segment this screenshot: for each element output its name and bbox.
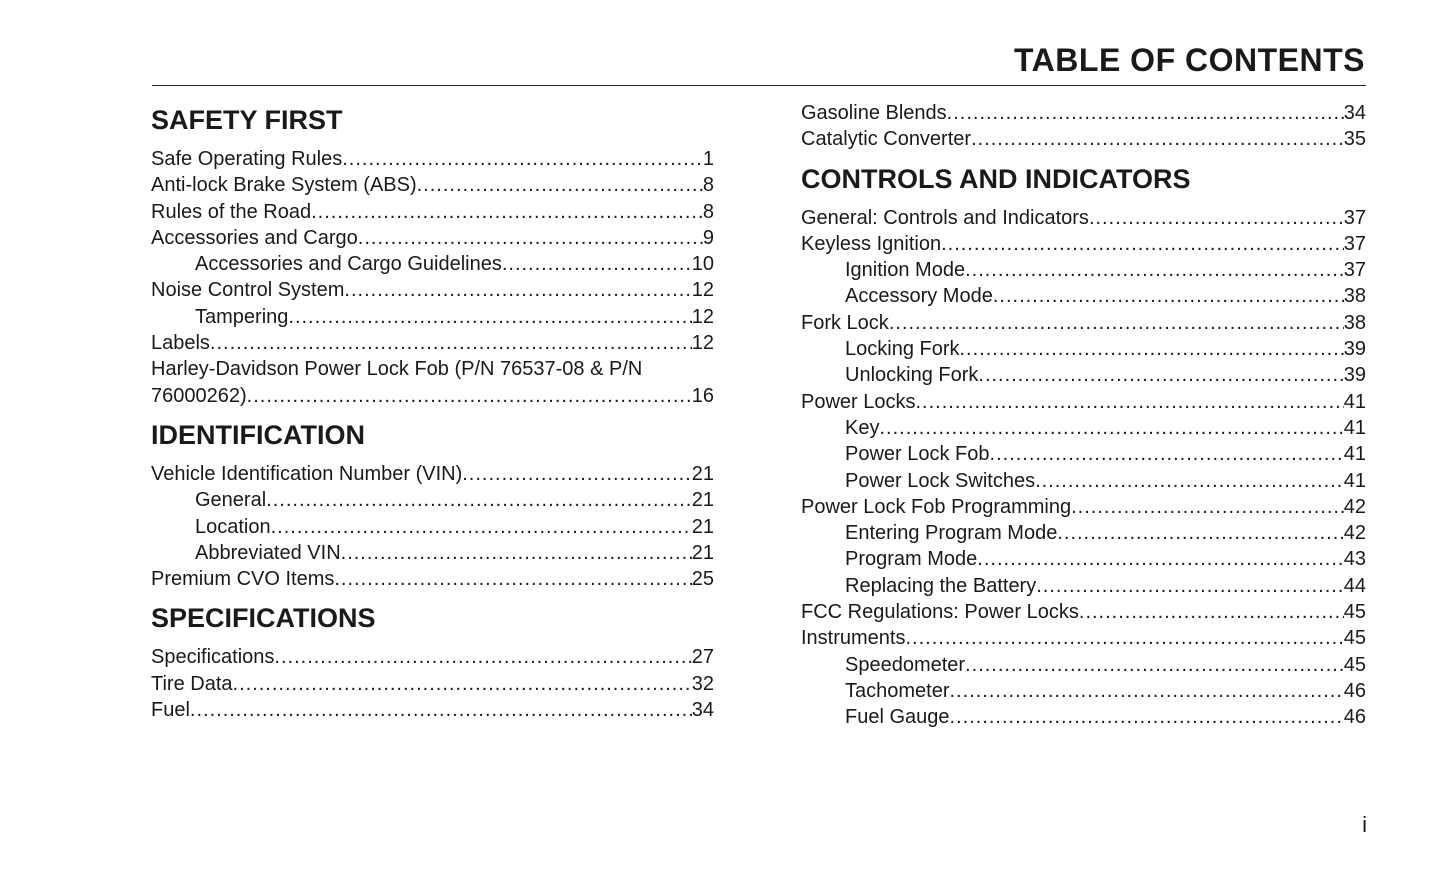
page-title: TABLE OF CONTENTS [1014,42,1365,78]
toc-subentry[interactable] [801,336,1366,362]
leader-dots [274,644,691,670]
toc-subentry[interactable] [801,704,1366,730]
toc-entry-title: Accessories and Cargo [151,226,358,249]
toc-entry-page: 16 [691,384,714,407]
leader-dots [271,514,692,540]
toc-entry[interactable] [151,199,714,225]
leader-dots [502,251,692,277]
toc-subentry[interactable] [801,257,1366,283]
toc-entry-page: 12 [691,279,714,302]
toc-entry[interactable] [151,146,714,172]
leader-dots [993,283,1344,309]
leader-dots [1057,520,1343,546]
toc-left-column [151,96,714,723]
leader-dots [889,310,1344,336]
leader-dots [417,172,703,198]
toc-entry[interactable] [801,389,1366,415]
toc-entry-title: Locking Fork [845,338,960,361]
leader-dots [344,277,691,303]
leader-dots [190,697,692,723]
toc-entry-title: Replacing the Battery [845,574,1037,597]
toc-entry[interactable] [151,461,714,487]
toc-entry-title: Noise Control System [151,279,345,302]
leader-dots [941,231,1344,257]
toc-entry-title: Labels [151,332,210,355]
toc-entry-page: 34 [691,699,714,722]
toc-entry-page: 41 [1343,443,1366,466]
toc-subentry[interactable] [801,546,1366,572]
toc-entry-title: Tachometer [845,679,950,702]
toc-entry-page: 43 [1343,548,1366,571]
toc-entry-page: 38 [1343,311,1366,334]
toc-entry-page: 38 [1343,285,1366,308]
toc-entry-title: Anti-lock Brake System (ABS) [151,174,417,197]
toc-entry-title: Vehicle Identification Number (VIN) [151,462,463,485]
toc-entry-title: Keyless Ignition [801,232,942,255]
toc-entry-page: 27 [691,646,714,669]
toc-entry[interactable] [801,205,1366,231]
toc-entry-title: Speedometer [845,653,966,676]
leader-dots [1071,494,1344,520]
section-heading-identification: IDENTIFICATION [151,419,365,450]
toc-entry-page: 21 [691,541,714,564]
toc-entry-page: 46 [1343,706,1366,729]
toc-subentry[interactable] [151,487,714,513]
toc-entry[interactable] [151,277,714,303]
toc-entry-title: Power Locks [801,390,916,413]
toc-entry-title: Gasoline Blends [801,102,947,124]
toc-entry[interactable] [801,126,1366,152]
leader-dots [1089,205,1344,231]
toc-entry-page: 34 [1343,102,1366,124]
toc-subentry[interactable] [801,468,1366,494]
leader-dots [1036,573,1344,599]
toc-entry-title: Safe Operating Rules [151,148,343,170]
toc-entry-title: Unlocking Fork [845,364,979,387]
leader-dots [266,487,692,513]
toc-entry-page: 1 [702,148,714,170]
leader-dots [879,415,1343,441]
toc-entry-title: Instruments [801,627,906,650]
section-heading-controls-and-indicators: CONTROLS AND INDICATORS [801,163,1191,194]
toc-entry-page: 37 [1343,232,1366,255]
toc-entry-title: Location [195,515,271,538]
toc-subentry[interactable] [801,415,1366,441]
toc-right-column [801,100,1366,731]
toc-entry-page: 9 [702,226,714,249]
toc-entry-line2 [151,383,714,409]
toc-entry-title: Fork Lock [801,311,889,334]
toc-subentry[interactable] [801,283,1366,309]
toc-entry[interactable] [151,172,714,198]
toc-entry-page: 46 [1343,679,1366,702]
toc-entry-page: 41 [1343,469,1366,492]
leader-dots [947,100,1344,126]
toc-entry-title: Tire Data [151,672,233,695]
leader-dots [960,336,1344,362]
toc-entry-page: 45 [1343,653,1366,676]
leader-dots [358,225,703,251]
toc-entry-page: 10 [691,253,714,276]
toc-entry-title: Rules of the Road [151,200,312,223]
toc-entry-title: Catalytic Converter [801,128,972,151]
toc-entry-title: Accessories and Cargo Guidelines [195,253,502,276]
toc-entry-page: 42 [1343,522,1366,545]
toc-entry-title: Power Lock Fob [845,443,990,466]
toc-entry-title-line2: 76000262) [151,384,247,407]
toc-subentry[interactable] [801,652,1366,678]
toc-entry-title: General [195,489,267,512]
leader-dots [342,146,703,172]
toc-entry[interactable] [151,697,714,723]
toc-entry-title: Program Mode [845,548,978,571]
toc-entry-page: 12 [691,332,714,355]
toc-entry[interactable] [151,671,714,697]
toc-entry-wrapped[interactable] [151,356,714,409]
toc-entry[interactable] [801,100,1366,126]
leader-dots [950,704,1344,730]
toc-entry-page: 41 [1343,390,1366,413]
header-rule [152,85,1366,86]
toc-entry-page: 39 [1343,338,1366,361]
toc-subentry[interactable] [151,540,714,566]
toc-entry[interactable] [801,310,1366,336]
toc-entry-page: 45 [1343,627,1366,650]
leader-dots [905,625,1343,651]
section-heading-safety-first: SAFETY FIRST [151,105,343,135]
leader-dots [1079,599,1344,625]
toc-entry-title: Power Lock Switches [845,469,1036,492]
toc-entry-page: 44 [1343,574,1366,597]
leader-dots [288,304,691,330]
toc-subentry[interactable] [151,251,714,277]
toc-entry-page: 12 [691,305,714,328]
leader-dots [1035,468,1344,494]
leader-dots [462,461,692,487]
toc-entry-page: 32 [691,672,714,695]
leader-dots [233,671,692,697]
toc-entry[interactable] [151,225,714,251]
toc-entry-page: 37 [1343,206,1366,229]
leader-dots [971,126,1344,152]
toc-entry-title: FCC Regulations: Power Locks [801,601,1079,624]
toc-entry-page: 39 [1343,364,1366,387]
toc-entry-title: Power Lock Fob Programming [801,495,1072,518]
toc-subentry[interactable] [801,362,1366,388]
toc-entry-page: 21 [691,515,714,538]
toc-entry-page: 8 [702,200,714,223]
leader-dots [965,652,1344,678]
leader-dots [247,383,692,409]
toc-entry-page: 35 [1343,128,1366,151]
leader-dots [950,678,1344,704]
toc-entry[interactable] [801,494,1366,520]
page-number: i [1362,812,1367,837]
leader-dots [978,362,1343,388]
toc-entry[interactable] [801,231,1366,257]
toc-entry-page: 37 [1343,259,1366,282]
toc-subentry[interactable] [801,441,1366,467]
toc-entry-title-line1: Harley-Davidson Power Lock Fob (P/N 76537-08 & P/N [151,358,643,381]
toc-entry-title: Abbreviated VIN [195,541,341,564]
toc-entry[interactable] [801,625,1366,651]
leader-dots [210,330,692,356]
toc-entry[interactable] [151,330,714,356]
toc-subentry[interactable] [801,520,1366,546]
toc-subentry[interactable] [801,678,1366,704]
leader-dots [311,199,703,225]
toc-entry-page: 25 [691,568,714,591]
toc-subentry[interactable] [801,573,1366,599]
toc-entry[interactable] [151,566,714,592]
toc-entry[interactable] [151,644,714,670]
toc-entry-title: Tampering [195,305,289,328]
leader-dots [916,389,1344,415]
toc-entry-page: 42 [1343,495,1366,518]
toc-entry-title: Key [845,416,880,439]
toc-entry-title: Entering Program Mode [845,522,1058,545]
toc-entry-title: Fuel [151,699,190,722]
leader-dots [965,257,1344,283]
leader-dots [990,441,1344,467]
section-heading-specifications: SPECIFICATIONS [151,603,376,634]
toc-entry-page: 21 [691,462,714,485]
toc-subentry[interactable] [151,514,714,540]
toc-entry-title: Accessory Mode [845,285,993,308]
toc-entry-title: Specifications [151,646,275,669]
leader-dots [341,540,692,566]
leader-dots [334,566,691,592]
toc-entry-title: Fuel Gauge [845,706,950,729]
toc-entry-page: 21 [691,489,714,512]
toc-entry-title: Ignition Mode [845,259,966,282]
toc-subentry[interactable] [151,304,714,330]
toc-entry-title: Premium CVO Items [151,568,335,591]
toc-entry-page: 41 [1343,416,1366,439]
toc-entry-page: 8 [702,174,714,197]
toc-entry[interactable] [801,599,1366,625]
leader-dots [977,546,1343,572]
toc-entry-title: General: Controls and Indicators [801,206,1089,229]
toc-entry-page: 45 [1343,601,1366,624]
